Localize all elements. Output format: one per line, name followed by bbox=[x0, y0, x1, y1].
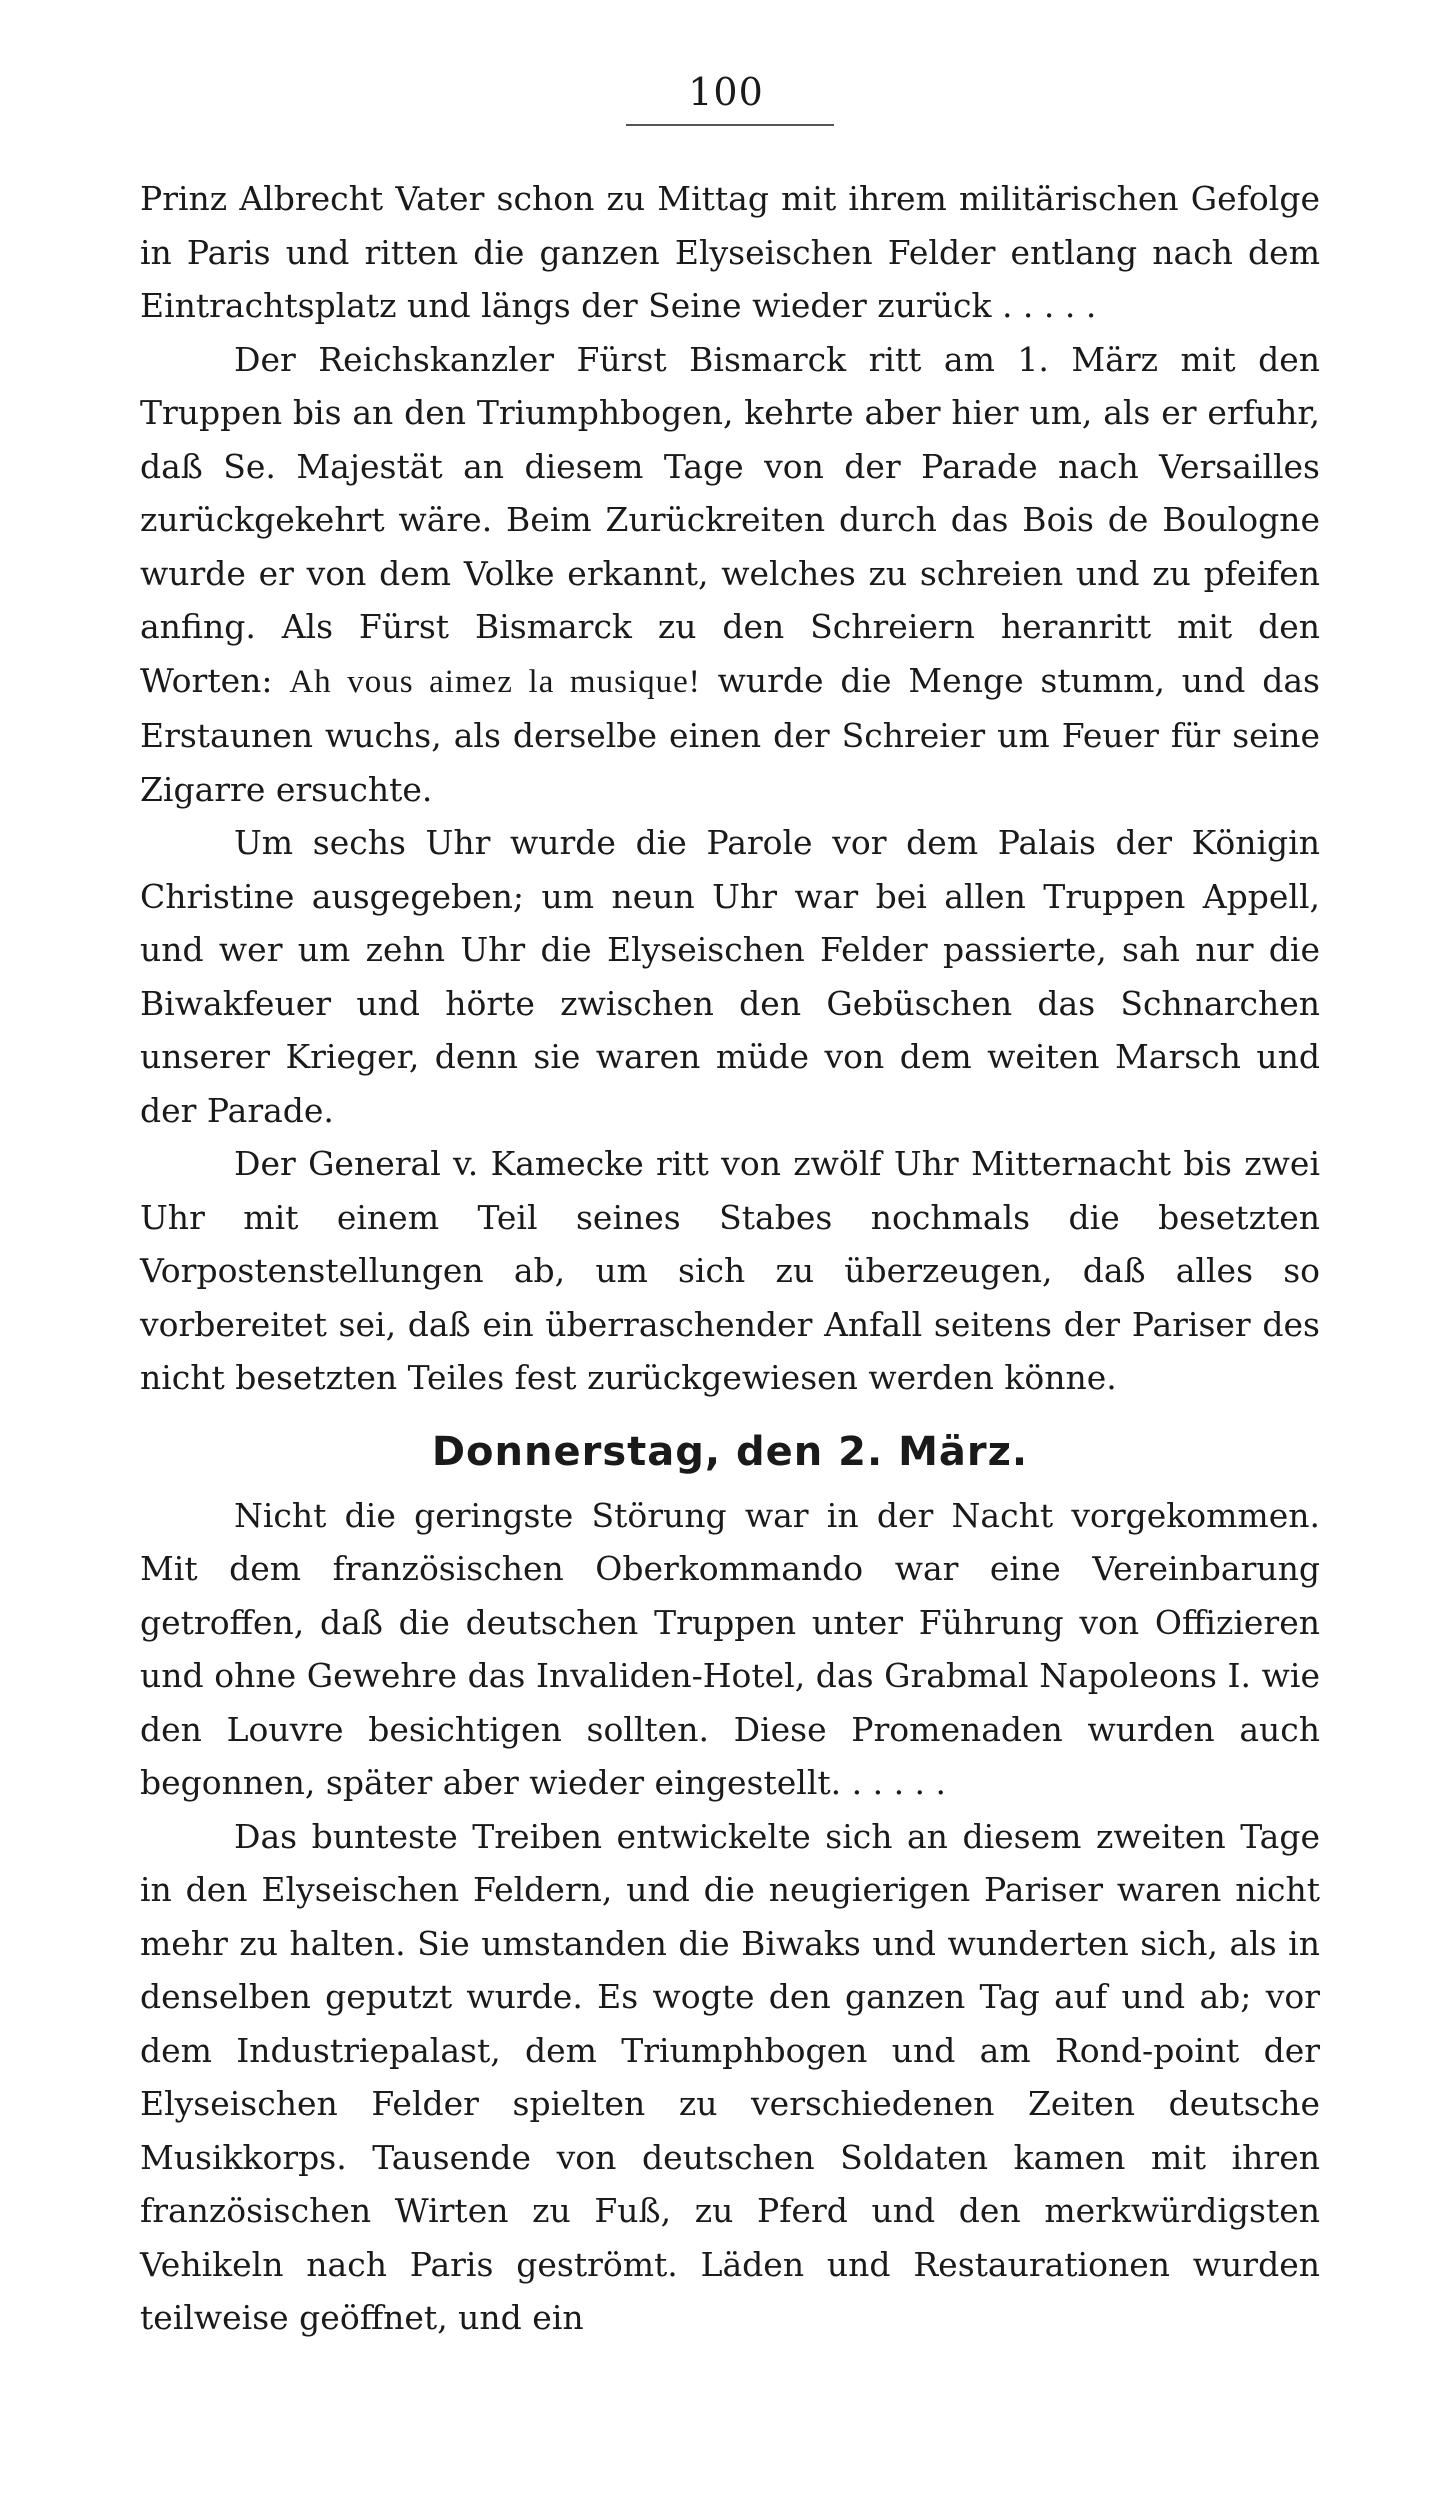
paragraph-2-text-after: wurde die Menge stumm, und das Erstaunen wuchs, als derselbe einen der Schreier um Feuer für seine Zigarre ersuchte. bbox=[140, 660, 1320, 809]
paragraph-1: Prinz Albrecht Vater schon zu Mittag mit ihrem militärischen Gefolge in Paris und ritten die ganzen Elyseischen Felder entlang nach dem Eintrachtsplatz und längs der Seine wieder zurück . . . . . bbox=[140, 179, 1320, 325]
header-rule bbox=[626, 124, 834, 126]
paragraph-2-quote: Ah vous aimez la musique! bbox=[289, 663, 701, 700]
body-text bbox=[140, 172, 1320, 2345]
paragraph-4: Der General v. Kamecke ritt von zwölf Uhr Mitternacht bis zwei Uhr mit einem Teil seines Stabes nochmals die besetzten Vorpostenstellungen ab, um sich zu überzeugen, daß alles so vorbereitet sei, daß ein überraschender Anfall seitens der Pariser des nicht besetzten Teiles fest zurückgewiesen werden könne. bbox=[140, 1144, 1320, 1397]
paragraph-3: Um sechs Uhr wurde die Parole vor dem Palais der Königin Christine ausgegeben; um neun Uhr war bei allen Truppen Appell, und wer um zehn Uhr die Elyseischen Felder passierte, sah nur die Biwakfeuer und hörte zwischen den Gebüschen das Schnarchen unserer Krieger, denn sie waren müde von dem weiten Marsch und der Parade. bbox=[140, 823, 1320, 1130]
page-number: 100 bbox=[688, 70, 764, 114]
section-heading: Donnerstag, den 2. März. bbox=[431, 1428, 1029, 1475]
paragraph-6: Das bunteste Treiben entwickelte sich an diesem zweiten Tage in den Elyseischen Feldern, und die neugierigen Pariser waren nicht mehr zu halten. Sie umstanden die Biwaks und wunderten sich, als in denselben geputzt wurde. Es wogte den ganzen Tag auf und ab; vor dem Industriepalast, dem Triumphbogen und am Rond-point der Elyseischen Felder spielten zu verschiedenen Zeiten deutsche Musikkorps. Tausende von deutschen Soldaten kamen mit ihren französischen Wirten zu Fuß, zu Pferd und den merkwürdigsten Vehikeln nach Paris geströmt. Läden und Restaurationen wurden teilweise geöffnet, und ein bbox=[140, 1816, 1320, 2337]
paragraph-5: Nicht die geringste Störung war in der Nacht vorgekommen. Mit dem französischen Oberkommando war eine Vereinbarung getroffen, daß die deutschen Truppen unter Führung von Offizieren und ohne Gewehre das Invaliden-Hotel, das Grabmal Napoleons I. wie den Louvre besichtigen sollten. Diese Promenaden wurden auch begonnen, später aber wieder eingestellt. . . . . . bbox=[140, 1495, 1320, 1802]
paragraph-2 bbox=[140, 333, 1320, 817]
paragraph-2-text-before: Der Reichskanzler Fürst Bismarck ritt am 1. März mit den Truppen bis an den Triumphbogen, kehrte aber hier um, als er erfuhr, daß Se. Majestät an diesem Tage von der Parade nach Versailles zurückgekehrt wäre. Beim Zurückreiten durch das Bois de Boulogne wurde er von dem Volke erkannt, welches zu schreien und zu pfeifen anfing. Als Fürst Bismarck zu den Schreiern heranritt mit den Worten: bbox=[140, 339, 1320, 700]
